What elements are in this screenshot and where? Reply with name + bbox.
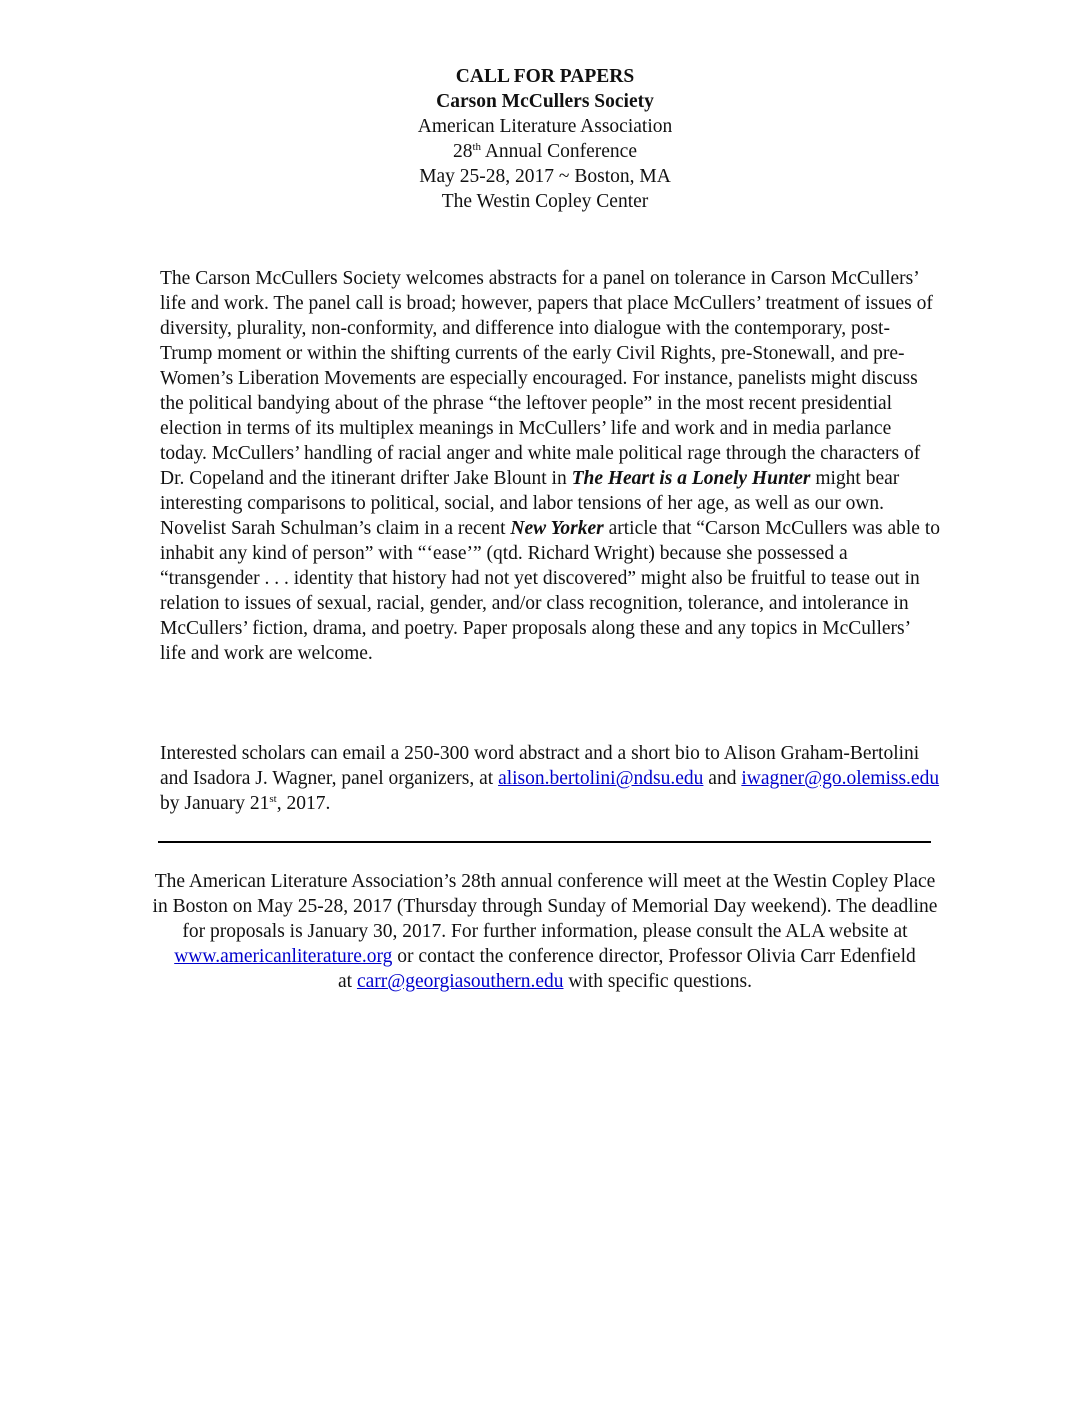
edition-label: Annual Conference (481, 141, 637, 162)
submission-paragraph (160, 741, 940, 816)
section-divider (158, 841, 931, 843)
paragraph-text: article that “Carson McCullers was able to inhabit any kind of person” with “‘ease’” (qtd. Richard Wright) because she possessed a “transgender . . . identity that history had not yet discovered” might also be fruitful to tease out in relation to issues of sexual, racial, gender, and/or class recognition, tolerance, and intolerance in McCullers’ fiction, drama, and poetry. Paper proposals along these and any topics in McCullers’ life and work are welcome. (160, 518, 941, 664)
paragraph-text: or contact the conference director, Professor Olivia Carr Edenfield (392, 946, 916, 967)
email-link-bertolini[interactable]: alison.bertolini@ndsu.edu (498, 768, 704, 789)
document-header (160, 64, 930, 214)
edition-number: 28 (452, 141, 473, 162)
edition-suffix: th (472, 141, 482, 153)
society-name: Carson McCullers Society (436, 91, 654, 112)
book-title: The Heart is a Lonely Hunter (571, 468, 811, 489)
conference-info-paragraph (150, 869, 940, 994)
paragraph-text: and (703, 768, 742, 789)
paragraph-text: with specific questions. (563, 971, 752, 992)
email-link-carr[interactable]: carr@georgiasouthern.edu (356, 971, 564, 992)
call-description-paragraph (160, 266, 940, 666)
paragraph-text: Interested scholars can email a 250-300 word abstract and a short bio to Alison Graham-Bertolini and Isadora J. Wagner, panel organizers, at (160, 743, 920, 789)
paragraph-text: , 2017. (276, 793, 331, 814)
association-name: American Literature Association (417, 116, 673, 137)
paragraph-text: might bear interesting comparisons to political, social, and labor tensions of her age, as well as our own. Novelist Sarah Schulman’s claim in a recent (160, 468, 900, 539)
conference-edition (160, 139, 930, 164)
conference-venue: The Westin Copley Center (441, 191, 649, 212)
paragraph-text: The Carson McCullers Society welcomes abstracts for a panel on tolerance in Carson McCullers’ life and work. The panel call is broad; however, papers that place McCullers’ treatment of issues of diversity, plurality, non-conformity, and difference into dialogue with the contemporary, post-Trump moment or within the shifting currents of the early Civil Rights, pre-Stonewall, and pre-Women’s Liberation Movements are especially encouraged. For instance, panelists might discuss the political bandying about of the phrase “the leftover people” in the most recent presidential election in terms of its multiplex meanings in McCullers’ life and work and in media parlance today. McCullers’ handling of racial anger and white male political rage through the characters of Dr. Copeland and the itinerant drifter Jake Blount in (160, 268, 933, 489)
call-title: CALL FOR PAPERS (455, 66, 635, 87)
paragraph-text: by January 21 (160, 793, 270, 814)
email-link-wagner[interactable]: iwagner@go.olemiss.edu (741, 768, 940, 789)
paragraph-text: The American Literature Association’s 28th annual conference will meet at the Westin Copley Place in Boston on May 25-28, 2017 (Thursday through Sunday of Memorial Day weekend). The deadline for proposals is January 30, 2017. For further information, please consult the ALA website at (152, 871, 938, 942)
date-suffix: st (269, 793, 277, 805)
conference-dates-location: May 25-28, 2017 ~ Boston, MA (419, 166, 671, 187)
paragraph-text: at (338, 971, 357, 992)
website-link[interactable]: www.americanliterature.org (174, 946, 393, 967)
magazine-title: New Yorker (510, 518, 604, 539)
